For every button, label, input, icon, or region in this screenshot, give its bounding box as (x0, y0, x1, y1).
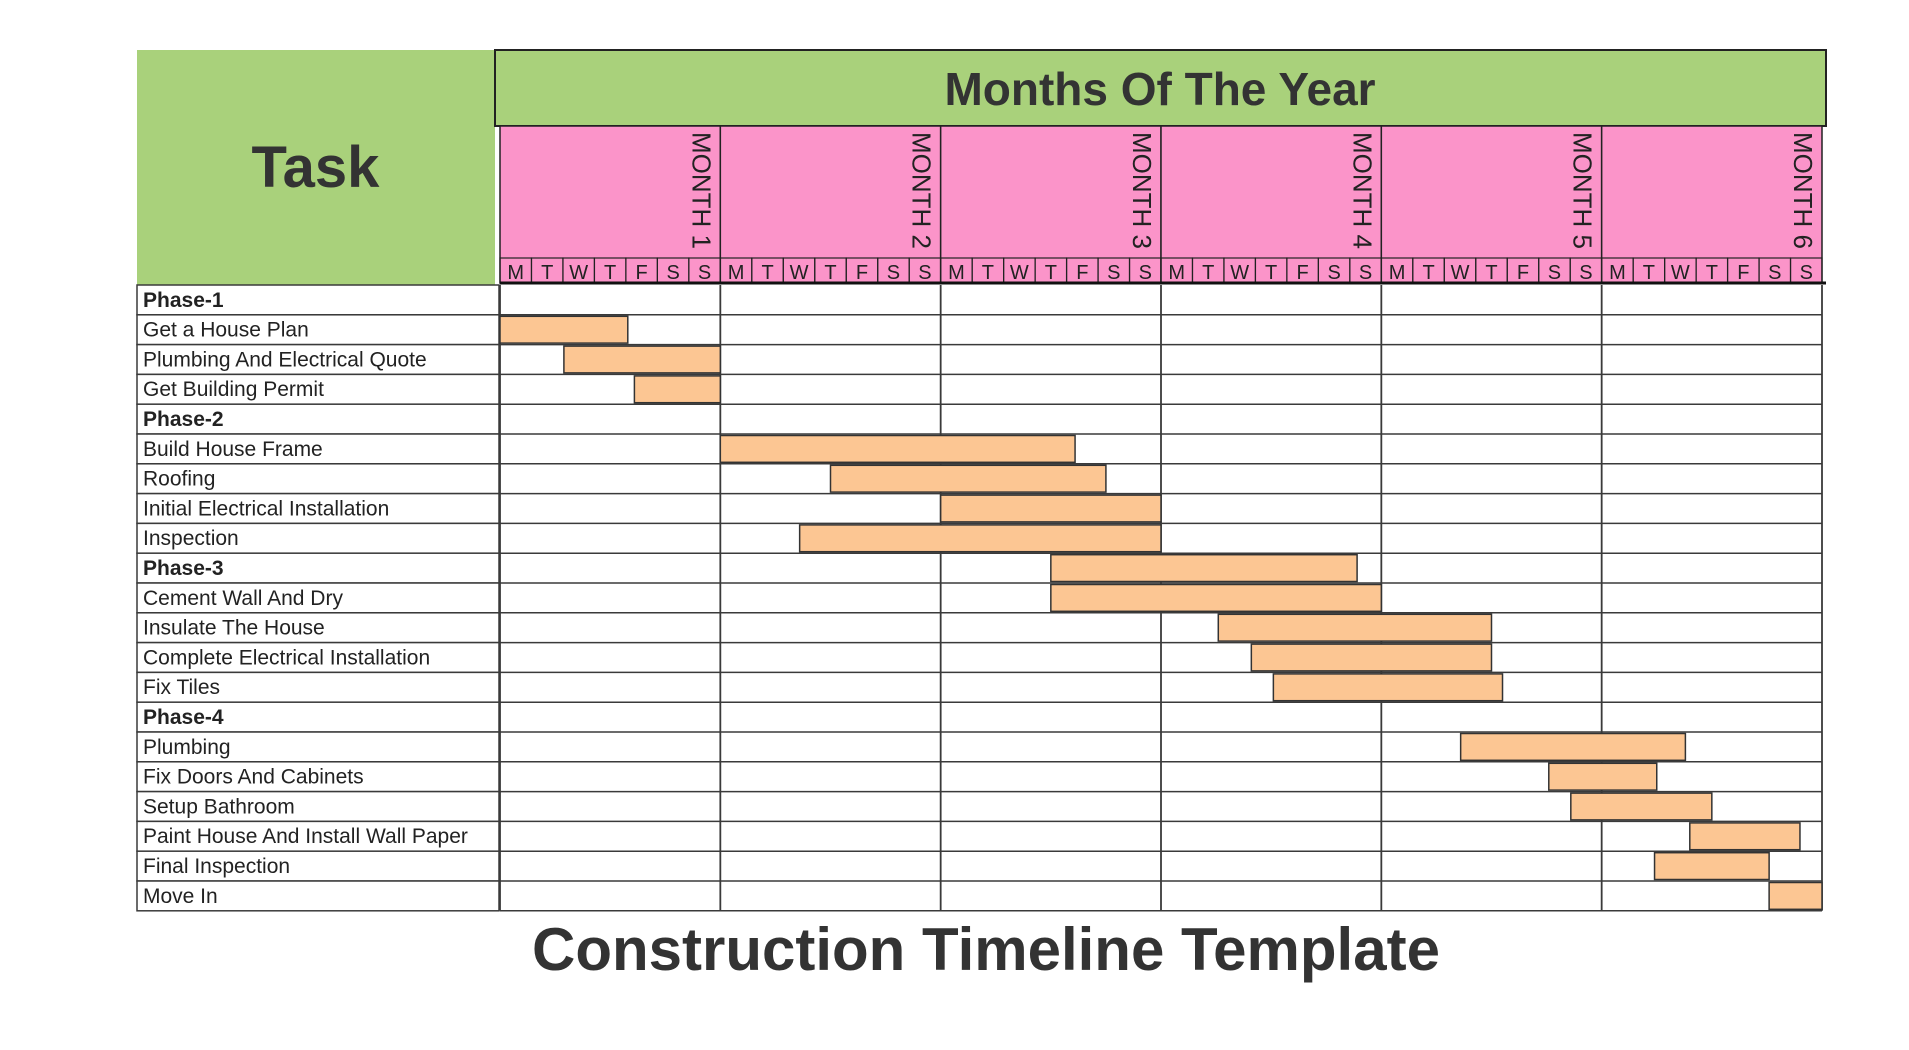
day-label: F (855, 262, 869, 284)
day-label: T (1265, 262, 1278, 284)
phase-label: Phase-2 (143, 408, 224, 431)
months-header-cell (495, 50, 1826, 126)
month-label: MONTH 4 (1347, 132, 1378, 249)
day-label: W (1450, 262, 1470, 284)
task-label: Initial Electrical Installation (143, 497, 390, 521)
task-label: Cement Wall And Dry (143, 586, 343, 610)
day-label: M (948, 262, 965, 284)
day-label: S (1138, 262, 1152, 284)
task-label: Paint House And Install Wall Paper (143, 825, 468, 849)
day-label: T (981, 262, 994, 284)
day-label: S (666, 262, 680, 284)
day-label: S (1579, 262, 1593, 284)
day-label: S (697, 262, 712, 284)
task-label: Get a House Plan (143, 318, 309, 342)
gantt-bar (800, 525, 1161, 552)
task-label: Move In (143, 884, 218, 908)
gantt-bar (564, 346, 720, 373)
task-label: Setup Bathroom (143, 795, 295, 819)
month-label: MONTH 3 (1127, 132, 1157, 249)
day-label: M (1168, 262, 1186, 284)
day-label: M (727, 262, 745, 284)
gantt-bar (1051, 585, 1382, 612)
gantt-bar (1251, 644, 1491, 671)
task-label: Plumbing (143, 735, 231, 759)
phase-label: Phase-4 (143, 706, 224, 729)
gantt-bar (1273, 674, 1502, 701)
task-header: Task (251, 134, 380, 200)
gantt-bar (634, 376, 720, 403)
gantt-bar (1051, 555, 1357, 582)
gantt-bar (1571, 793, 1712, 820)
day-label: S (886, 262, 901, 284)
day-label: M (1388, 262, 1406, 284)
day-label: T (604, 262, 617, 284)
task-label: Complete Electrical Installation (143, 646, 431, 670)
day-label: W (1670, 262, 1690, 284)
day-label: T (1485, 262, 1498, 284)
gantt-bar (1769, 883, 1822, 910)
day-label: W (569, 262, 589, 284)
gantt-bar (1549, 763, 1657, 790)
task-label: Build House Frame (143, 437, 323, 461)
day-label: S (1799, 262, 1813, 284)
task-label: Inspection (143, 527, 239, 551)
day-label: F (1296, 262, 1309, 284)
month-label: MONTH 5 (1567, 132, 1598, 249)
task-header-cell (137, 50, 495, 285)
task-label: Fix Tiles (143, 676, 221, 700)
phase-label: Phase-1 (143, 288, 224, 312)
day-label: F (1076, 262, 1089, 284)
gantt-bar (720, 436, 1075, 463)
gantt-bar (1461, 734, 1686, 761)
day-label: T (1642, 262, 1655, 284)
day-label: T (1044, 262, 1057, 284)
day-label: T (1422, 262, 1435, 284)
day-label: F (1737, 262, 1750, 284)
day-label: M (1609, 262, 1626, 284)
gantt-bar (941, 495, 1161, 522)
gantt-bar (1218, 614, 1491, 641)
months-header: Months Of The Year (944, 62, 1376, 115)
day-label: S (1107, 262, 1121, 284)
day-label: W (1230, 262, 1250, 284)
day-label: T (1705, 262, 1718, 284)
gantt-bar (500, 316, 628, 343)
day-label: T (824, 262, 837, 284)
day-label: S (1358, 262, 1373, 284)
day-label: T (541, 262, 554, 284)
month-label: MONTH 6 (1788, 132, 1818, 249)
task-label: Roofing (143, 467, 216, 491)
chart-title: Construction Timeline Template (532, 916, 1440, 983)
task-label: Final Inspection (143, 855, 291, 878)
month-label: MONTH 2 (906, 132, 937, 250)
day-label: S (918, 262, 932, 284)
phase-label: Phase-3 (143, 557, 224, 580)
day-label: T (1202, 262, 1215, 284)
day-label: W (1009, 262, 1029, 284)
gantt-bar (1655, 853, 1770, 880)
gantt-bar (831, 465, 1106, 492)
day-label: M (507, 262, 525, 284)
month-label: MONTH 1 (686, 132, 717, 249)
day-label: F (1516, 262, 1530, 284)
task-label: Fix Doors And Cabinets (143, 765, 364, 789)
day-label: S (1327, 262, 1341, 284)
task-label: Plumbing And Electrical Quote (143, 348, 427, 372)
day-label: S (1547, 262, 1562, 284)
gantt-bar (1690, 823, 1800, 850)
day-label: T (761, 262, 774, 284)
task-label: Insulate The House (143, 616, 325, 640)
day-label: W (789, 262, 809, 284)
day-label: F (635, 262, 648, 284)
task-label: Get Building Permit (143, 378, 324, 402)
day-label: S (1768, 262, 1782, 284)
